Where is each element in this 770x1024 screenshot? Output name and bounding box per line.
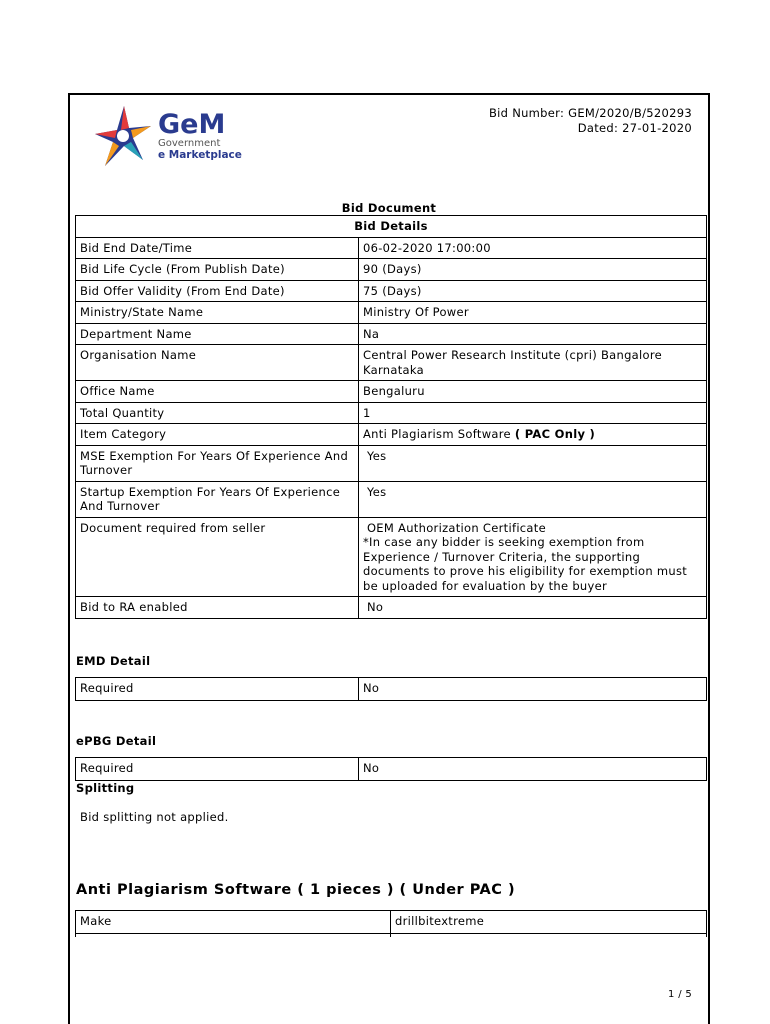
logo-title: GeM: [158, 109, 226, 140]
bid-number-block: [489, 106, 692, 135]
epbg-required-label: Required: [76, 758, 359, 781]
row-value: 75 (Days): [359, 280, 707, 302]
gem-logo: [93, 104, 243, 170]
row-value: Yes: [359, 445, 707, 481]
make-value: drillbitextreme: [391, 911, 707, 934]
row-value: Na: [359, 323, 707, 345]
row-value: Ministry Of Power: [359, 302, 707, 324]
table-row: [76, 481, 707, 517]
row-label: Bid to RA enabled: [76, 597, 359, 619]
bid-details-table: [75, 215, 707, 619]
table-row: [76, 445, 707, 481]
table-row: [76, 302, 707, 324]
bid-number: Bid Number: GEM/2020/B/520293: [488, 106, 692, 120]
make-label: Make: [76, 911, 391, 934]
epbg-heading: ePBG Detail: [76, 734, 157, 748]
table-cell-empty: [391, 933, 707, 937]
table-row: [76, 237, 707, 259]
row-value: 06-02-2020 17:00:00: [359, 237, 707, 259]
table-row: [76, 345, 707, 381]
row-label: Department Name: [76, 323, 359, 345]
pac-only-badge: ( PAC Only ): [514, 427, 596, 441]
document-title: Bid Document: [341, 201, 437, 215]
table-row: [76, 323, 707, 345]
item-category-value: Anti Plagiarism Software: [363, 427, 511, 441]
row-label: Total Quantity: [76, 402, 359, 424]
bid-details-heading: Bid Details: [76, 216, 707, 238]
page-number: 1 / 5: [668, 989, 692, 1000]
row-value: 90 (Days): [359, 259, 707, 281]
row-label: Ministry/State Name: [76, 302, 359, 324]
table-row: [76, 424, 707, 446]
row-label: Organisation Name: [76, 345, 359, 381]
row-value: Bengaluru: [359, 381, 707, 403]
table-row: [76, 517, 707, 597]
exemption-note: *In case any bidder is seeking exemption from Experience / Turnover Criteria, the supporting documents to prove his eligibility for exemption must be uploaded for evaluation by the buyer: [363, 535, 688, 593]
product-heading: Anti Plagiarism Software ( 1 pieces ) ( Under PAC ): [76, 882, 516, 898]
table-row: [76, 381, 707, 403]
row-label: MSE Exemption For Years Of Experience And Turnover: [76, 445, 359, 481]
table-cell-empty: [76, 933, 391, 937]
document-required-value: OEM Authorization Certificate: [363, 520, 546, 535]
table-header-row: [76, 216, 707, 238]
epbg-table: [75, 757, 707, 781]
row-value: [359, 517, 707, 597]
splitting-text: Bid splitting not applied.: [80, 810, 229, 824]
logo-line2: e Marketplace: [158, 149, 242, 161]
table-row: [76, 911, 707, 934]
epbg-required-value: No: [359, 758, 707, 781]
table-row: [76, 758, 707, 781]
bid-dated: Dated: 27-01-2020: [577, 120, 692, 135]
row-label: Office Name: [76, 381, 359, 403]
row-label: Bid Life Cycle (From Publish Date): [76, 259, 359, 281]
logo-line1: Government: [158, 138, 221, 149]
table-row: [76, 597, 707, 619]
gem-star-icon: [93, 104, 155, 170]
emd-table: [75, 677, 707, 701]
table-row: [76, 259, 707, 281]
table-row: [76, 402, 707, 424]
row-label: Bid Offer Validity (From End Date): [76, 280, 359, 302]
row-label: Item Category: [76, 424, 359, 446]
row-label: Document required from seller: [76, 517, 359, 597]
row-label: Startup Exemption For Years Of Experience And Turnover: [76, 481, 359, 517]
splitting-heading: Splitting: [76, 781, 135, 795]
row-value: Yes: [359, 481, 707, 517]
table-row: [76, 280, 707, 302]
emd-heading: EMD Detail: [76, 654, 151, 668]
table-row: [76, 933, 707, 937]
row-value: No: [359, 597, 707, 619]
emd-required-value: No: [359, 678, 707, 701]
row-value: [359, 424, 707, 446]
table-row: [76, 678, 707, 701]
row-value: Central Power Research Institute (cpri) Bangalore Karnataka: [359, 345, 707, 381]
emd-required-label: Required: [76, 678, 359, 701]
row-label: Bid End Date/Time: [76, 237, 359, 259]
product-table: [75, 910, 707, 937]
row-value: 1: [359, 402, 707, 424]
